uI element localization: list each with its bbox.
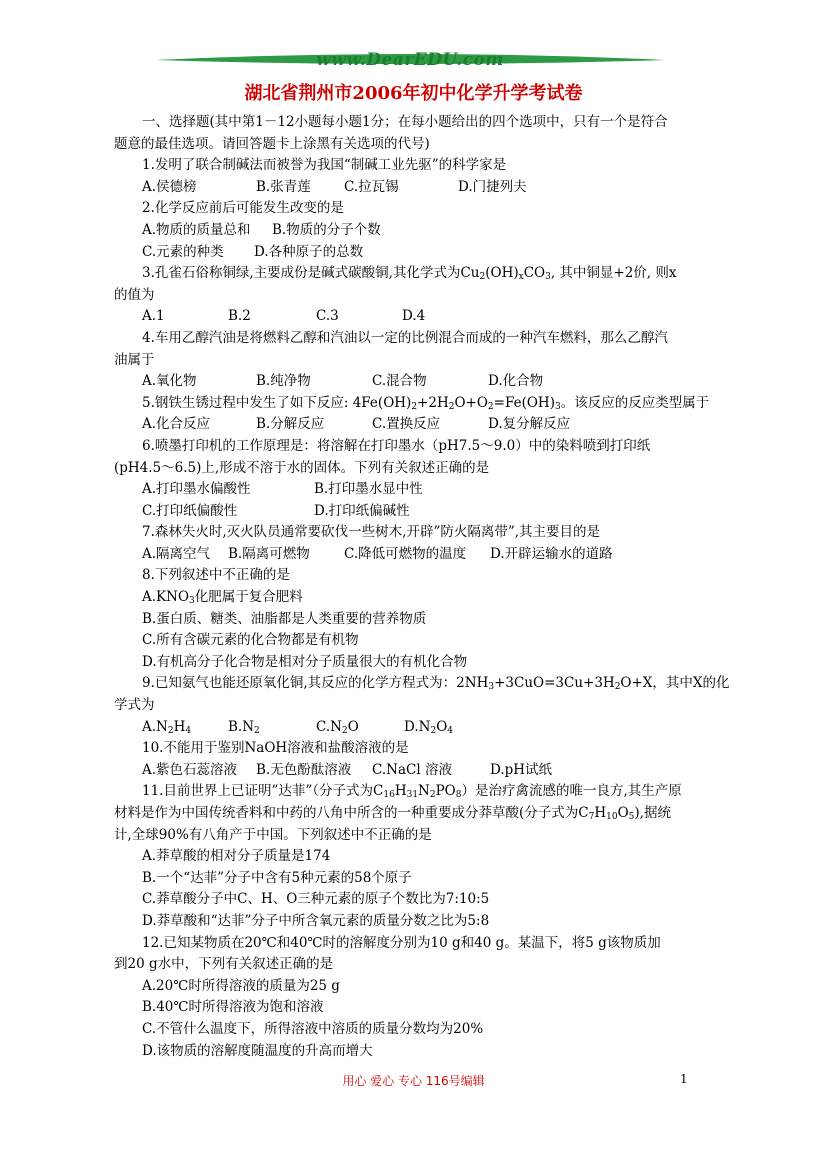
page-title: 湖北省荆州市2006年初中化学升学考试卷	[244, 83, 583, 104]
option-b: B.2	[228, 308, 251, 325]
question-4-options	[114, 371, 714, 393]
text-part: H	[173, 718, 186, 735]
subscript: 2	[487, 401, 494, 412]
text-part: 11.目前世界上已证明”达菲”（分子式为C	[142, 783, 384, 800]
subscript: 31	[406, 790, 419, 801]
text-part: CO	[523, 265, 546, 282]
option-b: B.隔离可燃物	[228, 545, 310, 562]
option-d: D.化合物	[488, 373, 544, 390]
text-part: ),据统	[634, 805, 671, 821]
text-part: O	[436, 718, 448, 735]
text-part: 。该反应的反应类型属于	[560, 394, 710, 411]
option-d: D.开辟运输水的道路	[490, 545, 613, 562]
text-part: +3CuO=3Cu+3H	[494, 675, 615, 692]
question-11-option-c: C.莽草酸分子中C、H、O三种元素的原子个数比为7:10:5	[142, 891, 490, 908]
subscript: 3	[554, 401, 561, 412]
text-part: =Fe(OH)	[493, 394, 555, 411]
question-12-stem: 12.已知某物质在20℃和40℃时的溶解度分别为10 g和40 g。某温下，将5 g该物质加	[142, 934, 661, 951]
option-b: B.打印墨水显中性	[314, 481, 423, 498]
question-8-stem: 8.下列叙述中不正确的是	[142, 567, 290, 584]
page-footer: 用心 爱心 专心 116号编辑	[342, 1074, 485, 1088]
option-b: B.物质的分子个数	[272, 221, 381, 238]
option-d: D.复分解反应	[488, 416, 571, 433]
question-5-stem	[114, 393, 714, 415]
page-number: 1	[680, 1072, 688, 1086]
question-3-stem-2: 的值为	[114, 286, 155, 303]
text-part: 化肥属于复合肥料	[194, 589, 303, 606]
option-d	[404, 717, 453, 739]
exam-content	[114, 112, 730, 1062]
text-part: PO	[435, 783, 456, 800]
question-10-options	[114, 760, 714, 782]
question-1-stem: 1.发明了联合制碱法而被誉为我国“制碱工业先驱”的科学家是	[142, 157, 507, 174]
option-a: A.化合反应	[142, 416, 211, 433]
option-b: B.无色酚酞溶液	[256, 761, 352, 778]
question-12-stem-2: 到20 g水中，下列有关叙述正确的是	[114, 956, 334, 973]
subscript: 16	[383, 790, 395, 801]
question-3-stem	[114, 263, 714, 285]
option-b: B.分解反应	[256, 416, 325, 433]
subscript: 2	[167, 725, 174, 736]
option-a: A.物质的质量总和	[142, 221, 251, 238]
subscript: 3	[189, 596, 195, 607]
text-part: H	[594, 805, 607, 821]
subscript: 2	[429, 790, 436, 801]
question-5-options	[114, 414, 714, 436]
question-10-stem: 10.不能用于鉴别NaOH溶液和盐酸溶液的是	[142, 740, 409, 757]
question-8-option-c: C.所有含碳元素的化合物都是有机物	[142, 632, 359, 649]
subscript: 2	[479, 272, 486, 283]
option-d: D.各种原子的总数	[254, 243, 364, 260]
question-11-option-a: A.莽草酸的相对分子质量是174	[142, 848, 331, 865]
site-banner	[150, 46, 670, 76]
question-11-option-b: B.一个“达菲”分子中含有5种元素的58个原子	[142, 869, 412, 886]
subscript: 2	[411, 401, 418, 412]
option-d: D.门捷列夫	[458, 178, 527, 195]
question-8-option-b: B.蛋白质、糖类、油脂都是人类重要的营养物质	[142, 610, 427, 627]
subscript: 3	[488, 682, 495, 693]
text-part: H	[394, 783, 407, 800]
question-7-stem: 7.森林失火时,灭火队员通常要砍伐一些树木,开辟”防火隔离带”,其主要目的是	[142, 524, 601, 541]
text-part: C.N	[316, 718, 342, 735]
text-part: O+X，其中X的化	[620, 675, 730, 692]
subscript: 3	[545, 272, 551, 283]
question-12-option-c: C.不管什么温度下，所得溶液中溶质的质量分数均为20%	[142, 1020, 484, 1037]
text-part: O	[617, 805, 629, 821]
option-a: A.隔离空气	[142, 545, 211, 562]
option-a	[142, 717, 228, 739]
option-c: C.元素的种类	[142, 243, 224, 260]
option-d: D.pH试纸	[490, 761, 553, 778]
question-2-options-1	[114, 220, 714, 242]
question-12-option-d: D.该物质的溶解度随温度的升高而增大	[142, 1042, 373, 1059]
site-url: www.DearEDU.com	[316, 50, 504, 70]
option-a: A.氧化物	[142, 373, 197, 390]
question-9-stem	[114, 673, 730, 695]
subscript: 8	[455, 790, 462, 801]
text-part: N	[418, 783, 430, 800]
question-8-option-a	[114, 587, 714, 609]
option-a: A.1	[142, 308, 165, 325]
option-a: A.紫色石蕊溶液	[142, 761, 238, 778]
question-7-options	[114, 544, 714, 566]
option-c: C.置换反应	[372, 416, 441, 433]
question-12-option-b: B.40℃时所得溶液为饱和溶液	[142, 999, 324, 1016]
subscript: 2	[254, 725, 260, 736]
text-part: ）是治疗禽流感的唯一良方,其生产原	[461, 783, 682, 800]
text-part: , 其中铜显+2价, 则x	[550, 265, 677, 282]
subscript: 4	[447, 725, 453, 736]
question-3-options	[114, 306, 714, 328]
text-part: B.N	[228, 718, 255, 735]
text-part: O+O	[454, 394, 488, 411]
option-a: A.打印墨水偏酸性	[142, 481, 251, 498]
option-b: B.纯净物	[256, 373, 311, 390]
option-c	[316, 717, 404, 739]
text-part: A.KNO	[142, 589, 190, 606]
question-6-stem: 6.喷墨打印机的工作原理是：将溶解在打印墨水（pH7.5～9.0）中的染料喷到打印纸	[142, 437, 651, 454]
option-c: C.拉瓦锡	[344, 178, 399, 195]
question-4-stem: 4.车用乙醇汽油是将燃料乙醇和汽油以一定的比例混合而成的一种汽车燃料，那么乙醇汽	[142, 329, 668, 346]
question-11-stem-3: 计,全球90%有八角产于中国。下列叙述中不正确的是	[114, 826, 432, 843]
option-b	[228, 717, 316, 739]
option-c: C.打印纸偏酸性	[142, 502, 238, 519]
question-4-stem-2: 油属于	[114, 351, 155, 368]
question-2-options-2	[114, 242, 714, 264]
question-6-options-1	[114, 479, 714, 501]
question-9-options	[114, 717, 714, 739]
text-part: 3.孔雀石俗称铜绿,主要成份是碱式碳酸铜,其化学式为Cu	[142, 265, 480, 282]
option-a: A.侯德榜	[142, 178, 197, 195]
subscript: 2	[341, 725, 348, 736]
subscript: 7	[588, 812, 595, 822]
option-c: C.混合物	[372, 373, 427, 390]
question-2-stem: 2.化学反应前后可能发生改变的是	[142, 200, 344, 217]
text-part: O	[347, 718, 359, 735]
question-9-stem-2: 学式为	[114, 697, 155, 714]
text-part: 材料是作为中国传统香料和中药的八角中所含的一种重要成分莽草酸(分子式为C	[114, 805, 589, 821]
text-part: (OH)	[485, 265, 519, 282]
text-part: D.N	[404, 718, 431, 735]
option-d: D.打印纸偏碱性	[314, 502, 410, 519]
section-intro-2: 题意的最佳选项。请回答题卡上涂黑有关选项的代号)	[114, 135, 430, 152]
option-b: B.张青莲	[256, 178, 311, 195]
text-part: 5.钢铁生锈过程中发生了如下反应: 4Fe(OH)	[142, 394, 412, 411]
text-part: +2H	[417, 394, 449, 411]
section-intro-1: 一、选择题(其中第1－12小题每小题1分；在每小题给出的四个选项中，只有一个是符合	[142, 114, 668, 130]
subscript: 2	[448, 401, 455, 412]
subscript: 2	[614, 682, 621, 693]
question-6-options-2	[114, 501, 714, 523]
question-11-option-d: D.莽草酸和“达菲”分子中所含氧元素的质量分数之比为5:8	[142, 912, 490, 929]
question-8-option-d: D.有机高分子化合物是相对分子质量很大的有机化合物	[142, 653, 468, 670]
question-11-stem	[114, 781, 714, 803]
question-12-option-a: A.20℃时所得溶液的质量为25 g	[142, 977, 340, 994]
subscript: 10	[606, 812, 618, 822]
option-c: C.降低可燃物的温度	[344, 545, 467, 562]
question-6-stem-2: (pH4.5～6.5)上,形成不溶于水的固体。下列有关叙述正确的是	[114, 459, 490, 476]
question-1-options	[114, 177, 714, 199]
subscript: x	[518, 272, 524, 283]
subscript: 5	[628, 812, 635, 822]
question-11-stem-2	[114, 803, 714, 825]
subscript: 2	[430, 725, 437, 736]
option-d: D.4	[402, 308, 426, 325]
subscript: 4	[185, 725, 192, 736]
text-part: 9.已知氨气也能还原氧化铜,其反应的化学方程式为：2NH	[142, 675, 489, 692]
option-c: C.3	[316, 308, 339, 325]
text-part: A.N	[142, 718, 168, 735]
option-c: C.NaCl 溶液	[372, 761, 452, 778]
